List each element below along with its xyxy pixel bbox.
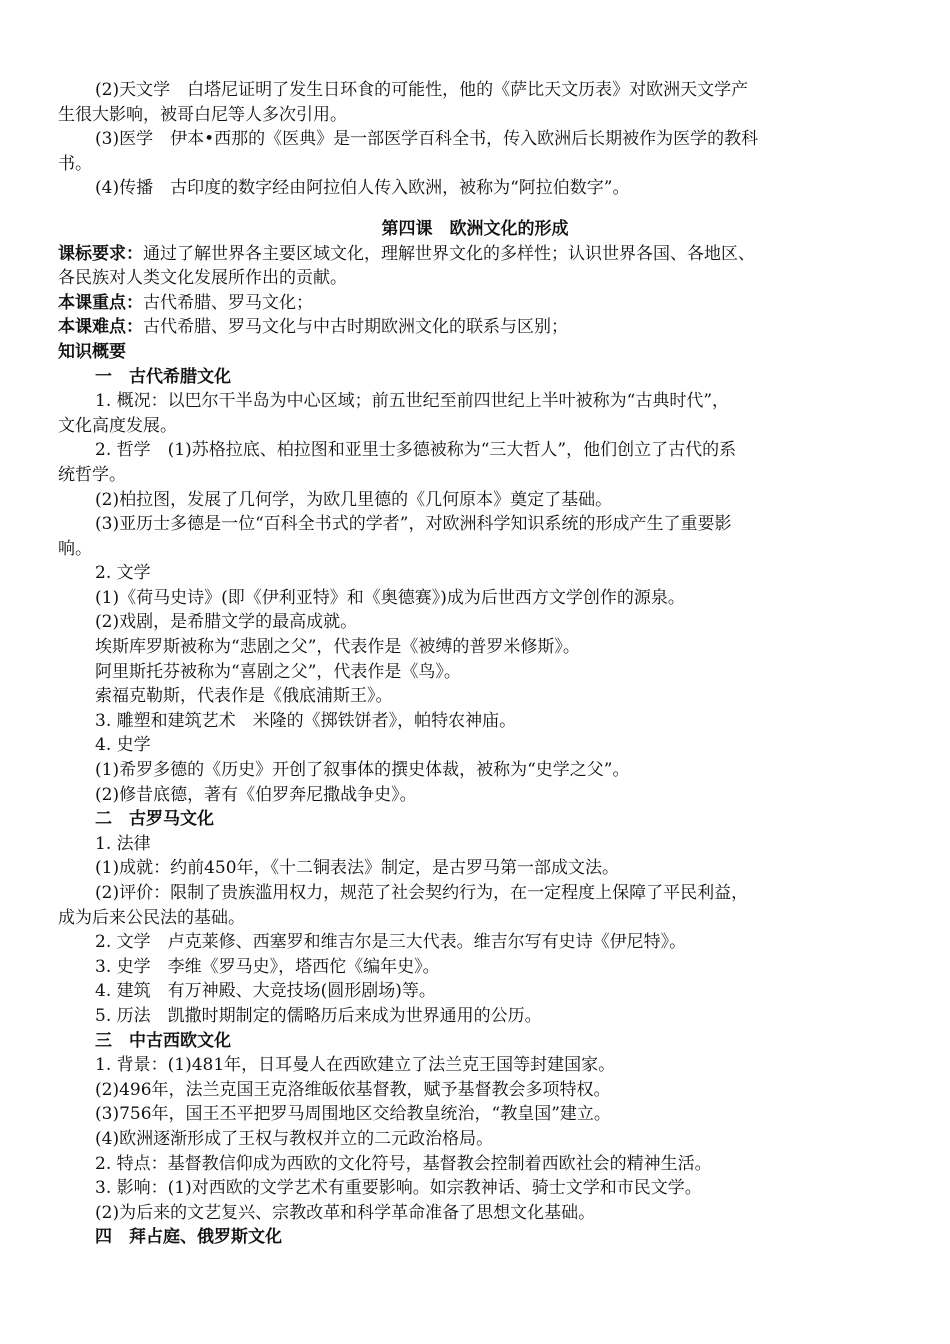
medieval-feature: 2. 特点：基督教信仰成为西欧的文化符号，基督教会控制着西欧社会的精神生活。 (95, 1153, 712, 1174)
focus-text: 古代希腊、罗马文化； (143, 292, 313, 313)
astronomy-line-2: 生很大影响，被哥白尼等人多次引用。 (58, 104, 347, 125)
section-medieval-heading: 三 中古西欧文化 (95, 1030, 231, 1051)
rome-architecture: 4. 建筑 有万神殿、大竞技场(圆形剧场)等。 (95, 981, 436, 1002)
greece-thucydides: (2)修昔底德，著有《伯罗奔尼撒战争史》。 (95, 784, 417, 805)
section-byzantine-heading: 四 拜占庭、俄罗斯文化 (95, 1227, 282, 1248)
lesson-difficulty (58, 315, 892, 340)
medieval-background-4: (4)欧洲逐渐形成了王权与教权并立的二元政治格局。 (95, 1128, 494, 1149)
rome-calendar: 5. 历法 凯撒时期制定的儒略历后来成为世界通用的公历。 (95, 1005, 542, 1026)
greece-plato: (2)柏拉图，发展了几何学，为欧几里德的《几何原本》奠定了基础。 (95, 489, 613, 510)
greece-overview-1: 1. 概况：以巴尔干半岛为中心区域；前五世纪至前四世纪上半叶被称为“古典时代”， (95, 391, 730, 412)
section-rome-heading: 二 古罗马文化 (95, 809, 214, 830)
medicine-line-1: (3)医学 伊本•西那的《医典》是一部医学百科全书，传入欧洲后长期被作为医学的教科 (95, 129, 759, 150)
difficulty-label: 本课难点： (58, 317, 143, 338)
greece-overview-2: 文化高度发展。 (58, 415, 177, 436)
requirement-text: 通过了解世界各主要区域文化，理解世界文化的多样性；认识世界各国、各地区、 (143, 243, 755, 264)
greece-history: 4. 史学 (95, 735, 151, 756)
greece-literature: 2. 文学 (95, 563, 151, 584)
greece-aristotle-2: 响。 (58, 538, 92, 559)
lesson-focus (58, 291, 892, 316)
difficulty-text: 古代希腊、罗马文化与中古时期欧洲文化的联系与区别； (143, 317, 568, 338)
section-greece-heading: 一 古代希腊文化 (95, 366, 231, 387)
rome-law-evaluation-2: 成为后来公民法的基础。 (58, 907, 245, 928)
transmission-line: (4)传播 古印度的数字经由阿拉伯人传入欧洲，被称为“阿拉伯数字”。 (95, 178, 630, 199)
curriculum-requirement (58, 242, 892, 267)
requirement-text-2: 各民族对人类文化发展所作出的贡献。 (58, 268, 347, 289)
overview-heading: 知识概要 (58, 341, 126, 362)
greece-philosophy-1: 2. 哲学 (1)苏格拉底、柏拉图和亚里士多德被称为“三大哲人”，他们创立了古代的系 (95, 440, 737, 461)
greece-drama: (2)戏剧，是希腊文学的最高成就。 (95, 612, 358, 633)
rome-law: 1. 法律 (95, 833, 151, 854)
rome-law-evaluation-1: (2)评价：限制了贵族滥用权力，规范了社会契约行为，在一定程度上保障了平民利益， (95, 883, 749, 903)
requirement-label: 课标要求： (58, 243, 143, 264)
greece-aristotle-1: (3)亚历士多德是一位“百科全书式的学者”，对欧洲科学知识系统的形成产生了重要影 (95, 514, 732, 535)
rome-law-achievement: (1)成就：约前450年，《十二铜表法》制定，是古罗马第一部成文法。 (95, 858, 620, 879)
greece-homer: (1)《荷马史诗》(即《伊利亚特》和《奥德赛》)成为后世西方文学创作的源泉。 (95, 587, 685, 608)
focus-label: 本课重点： (58, 292, 143, 313)
greece-aeschylus: 埃斯库罗斯被称为“悲剧之父”，代表作是《被缚的普罗米修斯》。 (95, 637, 580, 658)
medieval-background-3: (3)756年，国王丕平把罗马周围地区交给教皇统治，“教皇国”建立。 (95, 1104, 611, 1125)
medicine-line-2: 书。 (58, 153, 92, 174)
astronomy-line-1: (2)天文学 白塔尼证明了发生日环食的可能性，他的《萨比天文历表》对欧洲天文学产 (95, 80, 749, 100)
greece-herodotus: (1)希罗多德的《历史》开创了叙事体的撰史体裁，被称为“史学之父”。 (95, 760, 630, 781)
greece-philosophy-2: 统哲学。 (58, 464, 126, 485)
medieval-impact-2: (2)为后来的文艺复兴、宗教改革和科学革命准备了思想文化基础。 (95, 1202, 596, 1223)
medieval-background-1: 1. 背景：(1)481年，日耳曼人在西欧建立了法兰克王国等封建国家。 (95, 1055, 616, 1076)
rome-literature: 2. 文学 卢克莱修、西塞罗和维吉尔是三大代表。维吉尔写有史诗《伊尼特》。 (95, 932, 687, 953)
greece-sophocles: 索福克勒斯，代表作是《俄底浦斯王》。 (95, 686, 393, 707)
greece-sculpture: 3. 雕塑和建筑艺术 米隆的《掷铁饼者》，帕特农神庙。 (95, 710, 517, 731)
medieval-background-2: (2)496年，法兰克国王克洛维皈依基督教，赋予基督教会多项特权。 (95, 1079, 611, 1100)
greece-aristophanes: 阿里斯托芬被称为“喜剧之父”，代表作是《鸟》。 (95, 661, 461, 682)
medieval-impact-1: 3. 影响：(1)对西欧的文学艺术有重要影响。如宗教神话、骑士文学和市民文学。 (95, 1178, 702, 1199)
rome-history: 3. 史学 李维《罗马史》，塔西佗《编年史》。 (95, 956, 440, 977)
lesson-title: 第四课 欧洲文化的形成 (381, 218, 569, 239)
